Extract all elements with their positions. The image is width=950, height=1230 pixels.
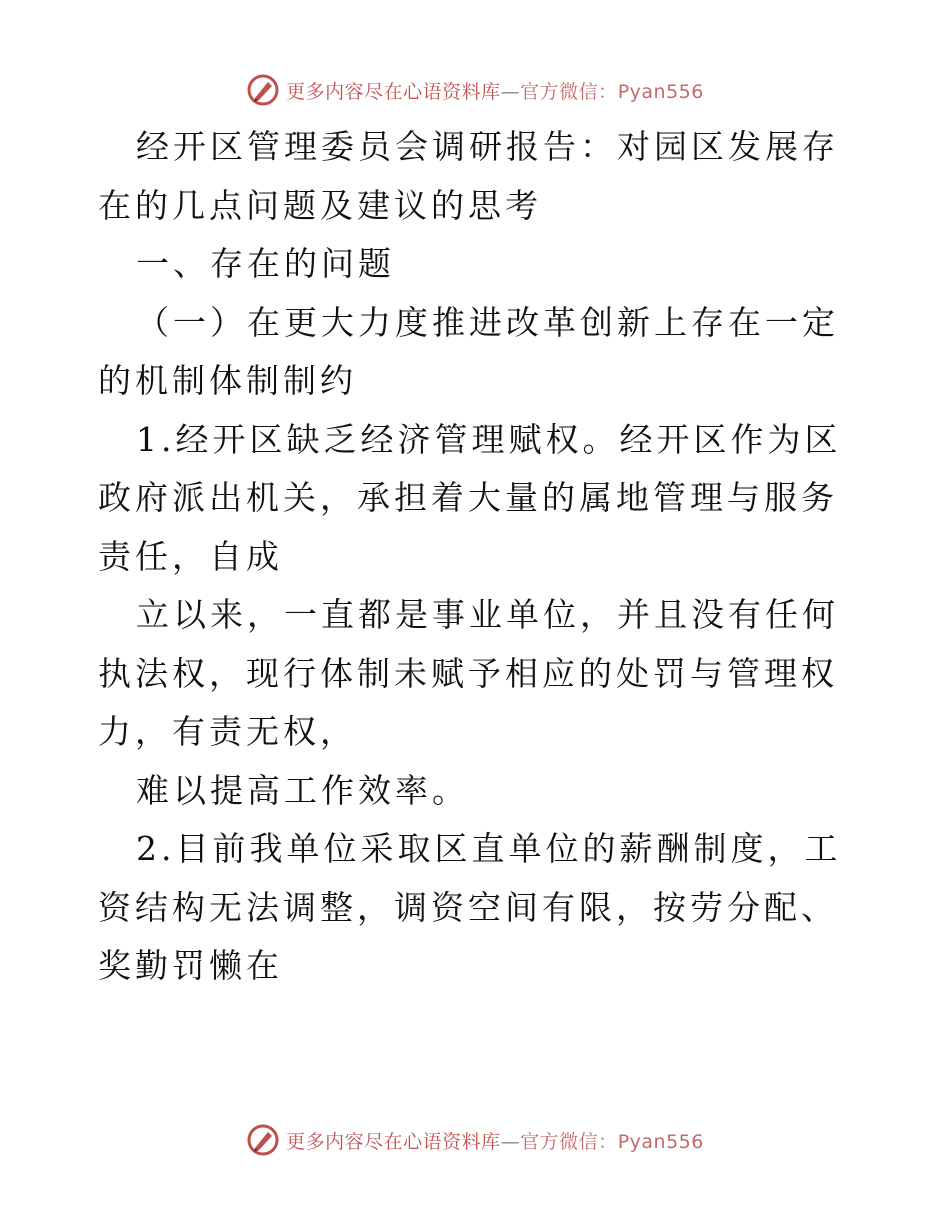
- paragraph: 1.经开区缺乏经济管理赋权。经开区作为区政府派出机关，承担着大量的属地管理与服务责任，自成: [98, 419, 842, 576]
- document-body: [98, 118, 858, 996]
- pen-logo-icon: [246, 73, 280, 107]
- banner-wechat-id: Pyan556: [617, 80, 704, 103]
- paragraph: 2.目前我单位采取区直单位的薪酬制度，工资结构无法调整，调资空间有限，按劳分配、奖勤罚懒在: [98, 829, 842, 985]
- banner-text: [286, 1127, 704, 1154]
- section-heading: 一、存在的问题: [136, 244, 395, 283]
- header-banner: [0, 70, 950, 110]
- banner-wechat-label: 官方微信：: [520, 80, 618, 103]
- footer-banner: [0, 1120, 950, 1160]
- paragraph: 立以来，一直都是事业单位，并且没有任何执法权，现行体制未赋予相应的处罚与管理权力，有责无权，: [98, 595, 839, 751]
- banner-separator: —: [500, 1130, 521, 1153]
- pen-logo-icon: [246, 1123, 280, 1157]
- banner-separator: —: [500, 80, 521, 103]
- banner-text: [286, 77, 704, 104]
- document-title: 经开区管理委员会调研报告：对园区发展存在的几点问题及建议的思考: [98, 127, 839, 225]
- banner-wechat-id: Pyan556: [617, 1130, 704, 1153]
- banner-brand: 更多内容尽在心语资料库: [286, 1130, 501, 1153]
- subsection-heading: （一）在更大力度推进改革创新上存在一定的机制体制制约: [98, 302, 839, 400]
- banner-brand: 更多内容尽在心语资料库: [286, 80, 501, 103]
- paragraph: 难以提高工作效率。: [136, 770, 469, 810]
- banner-wechat-label: 官方微信：: [520, 1130, 618, 1153]
